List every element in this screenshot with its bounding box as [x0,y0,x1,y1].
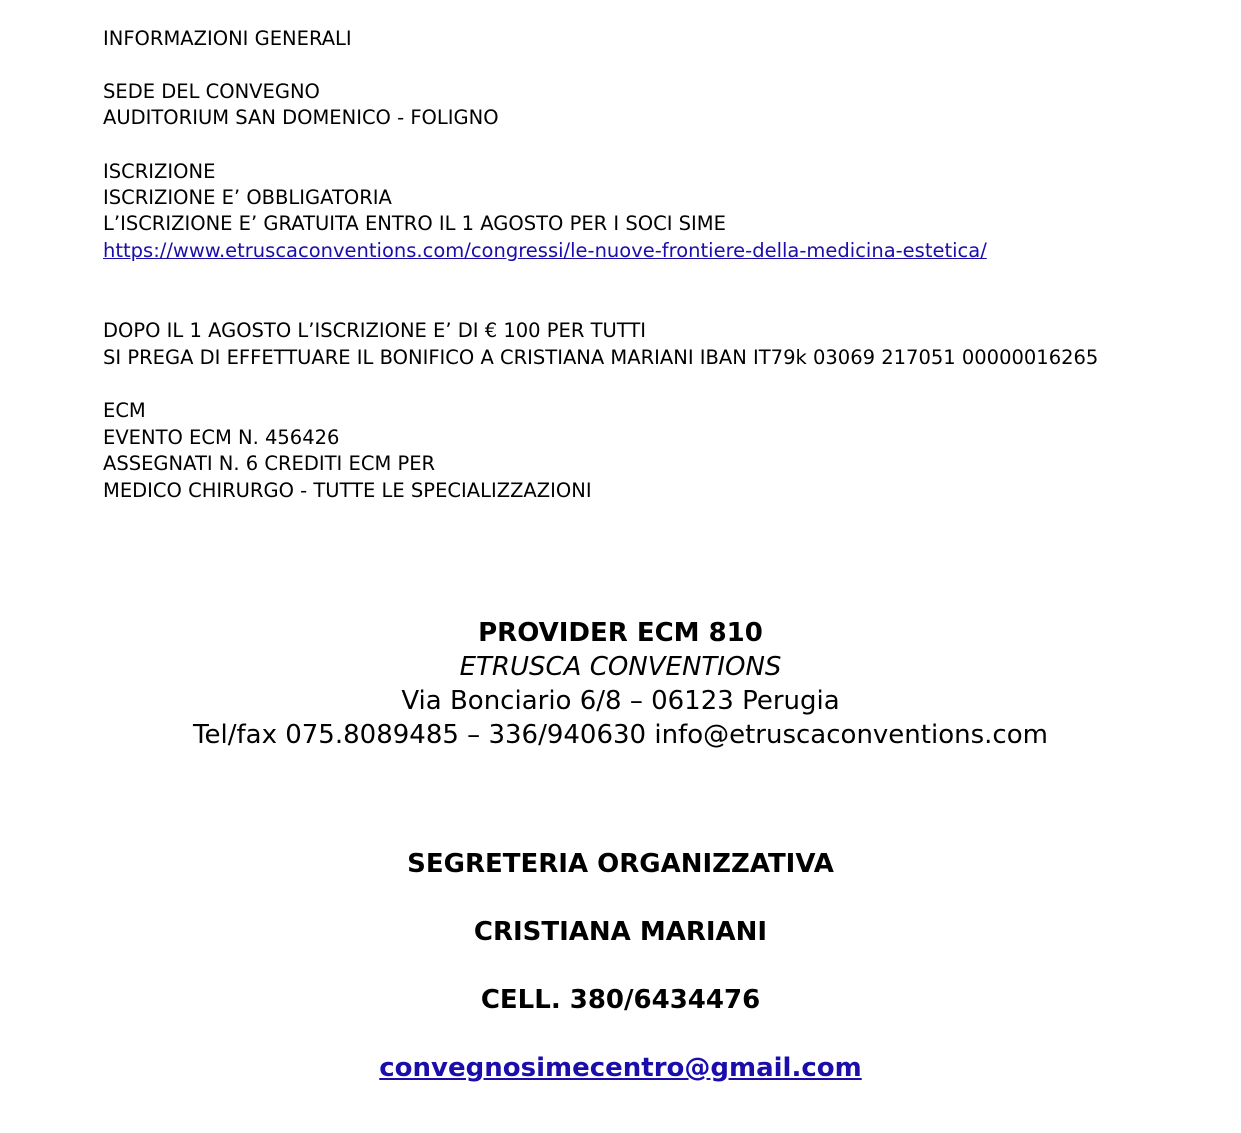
registration-link[interactable]: https://www.etruscaconventions.com/congressi/le-nuove-frontiere-della-medicina-estetica/ [103,239,987,262]
registration-mandatory: ISCRIZIONE E’ OBBLIGATORIA [103,186,392,209]
provider-address: Via Bonciario 6/8 – 06123 Perugia [401,686,840,716]
payment-text: SI PREGA DI EFFETTUARE IL BONIFICO A CRISTIANA MARIANI IBAN IT79k 03069 217051 00000016265 [103,346,1099,369]
provider-company: ETRUSCA CONVENTIONS [459,652,782,682]
ecm-credits: ASSEGNATI N. 6 CREDITI ECM PER [103,452,436,475]
registration-heading: ISCRIZIONE [103,160,216,183]
fee-text: DOPO IL 1 AGOSTO L’ISCRIZIONE E’ DI € 100 PER TUTTI [103,319,647,342]
venue-text: AUDITORIUM SAN DOMENICO - FOLIGNO [103,106,499,129]
provider-contacts: Tel/fax 075.8089485 – 336/940630 info@etruscaconventions.com [193,720,1048,750]
venue-heading: SEDE DEL CONVEGNO [103,80,320,103]
provider-title: PROVIDER ECM 810 [478,618,763,648]
ecm-heading: ECM [103,399,146,422]
secretariat-name: CRISTIANA MARIANI [473,917,768,947]
registration-free-text: L’ISCRIZIONE E’ GRATUITA ENTRO IL 1 AGOSTO PER I SOCI SIME [103,212,726,235]
secretariat-title: SEGRETERIA ORGANIZZATIVA [407,849,834,879]
secretariat-email-link[interactable]: convegnosimecentro@gmail.com [379,1053,862,1083]
section-title: INFORMAZIONI GENERALI [103,27,352,50]
ecm-event: EVENTO ECM N. 456426 [103,426,340,449]
ecm-target: MEDICO CHIRURGO - TUTTE LE SPECIALIZZAZIONI [103,479,592,502]
secretariat-phone: CELL. 380/6434476 [480,985,761,1015]
secretariat-email-row [0,1052,1241,1084]
